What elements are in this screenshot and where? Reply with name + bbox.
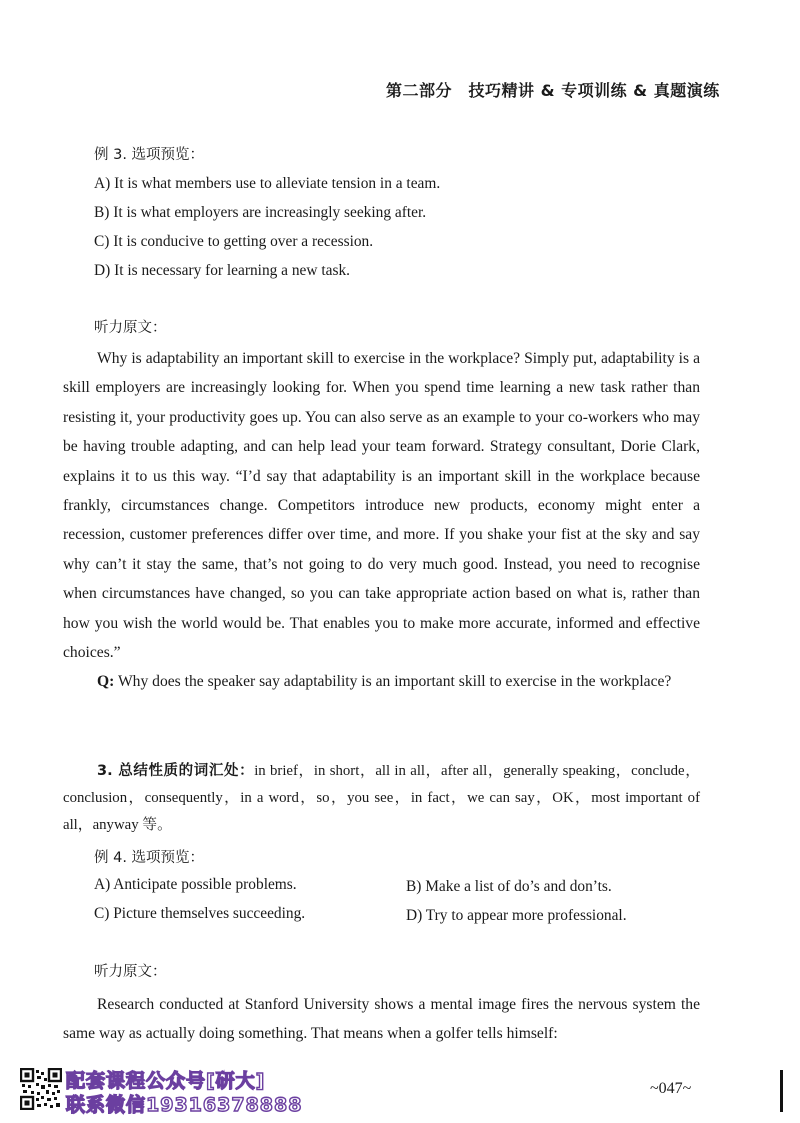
qr-code-icon [20, 1068, 62, 1110]
example-3-option-b: B) It is what employers are increasingly seeking after. [94, 204, 427, 221]
page-edge-mark [780, 1070, 783, 1112]
example-4-title: 例 4. 选项预览： [94, 850, 205, 866]
example-3-option-a: A) It is what members use to alleviate tension in a team. [94, 175, 441, 192]
transcript-1-text: Why is adaptability an important skill to exercise in the workplace? Simply put, adaptability is a skill employers are increasingly looking for. When you spend time learning a new task rather than resisting it, your productivity goes up. You can also serve as an example to your co-workers who may be having trouble adapting, and can help lead your team forward. Strategy consultant, Dorie Clark, explains it to us this way. “I’d say that adaptability is an important skill in the workplace because frankly, circumstances change. Competitors introduce new products, economy might enter a recession, customer preferences differ over time, and more. If you shake your fist at the sky and say why can’t it stay the same, that’s not going to do very much good. Instead, you need to recognise when circumstances have changed, so you can take appropriate action based on what is, rather than how you wish the world would be. That enables you to make more accurate, informed and effective choices.” [63, 350, 700, 662]
example-4-option-a: A) Anticipate possible problems. [94, 876, 297, 893]
section-3-heading: 3. 总结性质的词汇处： [97, 763, 255, 779]
transcript-1-question [63, 667, 700, 696]
example-3-option-c: C) It is conducive to getting over a recession. [94, 233, 374, 250]
example-3-title: 例 3. 选项预览： [94, 147, 205, 163]
section-3-block [63, 758, 700, 839]
promo-line-2: 联系微信19316378888 [66, 1094, 303, 1116]
transcript-2-text: Research conducted at Stanford University shows a mental image fires the nervous system the same way as actually doing something. That means when a golfer tells himself: [63, 996, 700, 1043]
example-4-option-b: B) Make a list of do’s and don’ts. [406, 878, 612, 895]
transcript-1-title: 听力原文： [94, 320, 167, 336]
example-4-option-d: D) Try to appear more professional. [406, 907, 627, 924]
question-label: Q: [97, 673, 115, 691]
transcript-1-body [63, 344, 700, 697]
page-number: ~047~ [650, 1080, 692, 1097]
page-header: 第二部分 技巧精讲 & 专项训练 & 真题演练 [386, 81, 720, 100]
section-3-text: in brief，in short，all in all，after all，generally speaking，conclude，conclusion，consequently，in a word，so，you see，in fact，we can say，OK，most important of all，anyway 等。 [63, 763, 700, 833]
example-3-option-d: D) It is necessary for learning a new task. [94, 262, 350, 279]
transcript-2-title: 听力原文： [94, 964, 167, 980]
example-4-option-c: C) Picture themselves succeeding. [94, 905, 306, 922]
transcript-2-body [63, 990, 700, 1049]
promo-line-1: 配套课程公众号[研大] [66, 1070, 266, 1092]
question-text: Why does the speaker say adaptability is an important skill to exercise in the workplace? [114, 673, 672, 691]
